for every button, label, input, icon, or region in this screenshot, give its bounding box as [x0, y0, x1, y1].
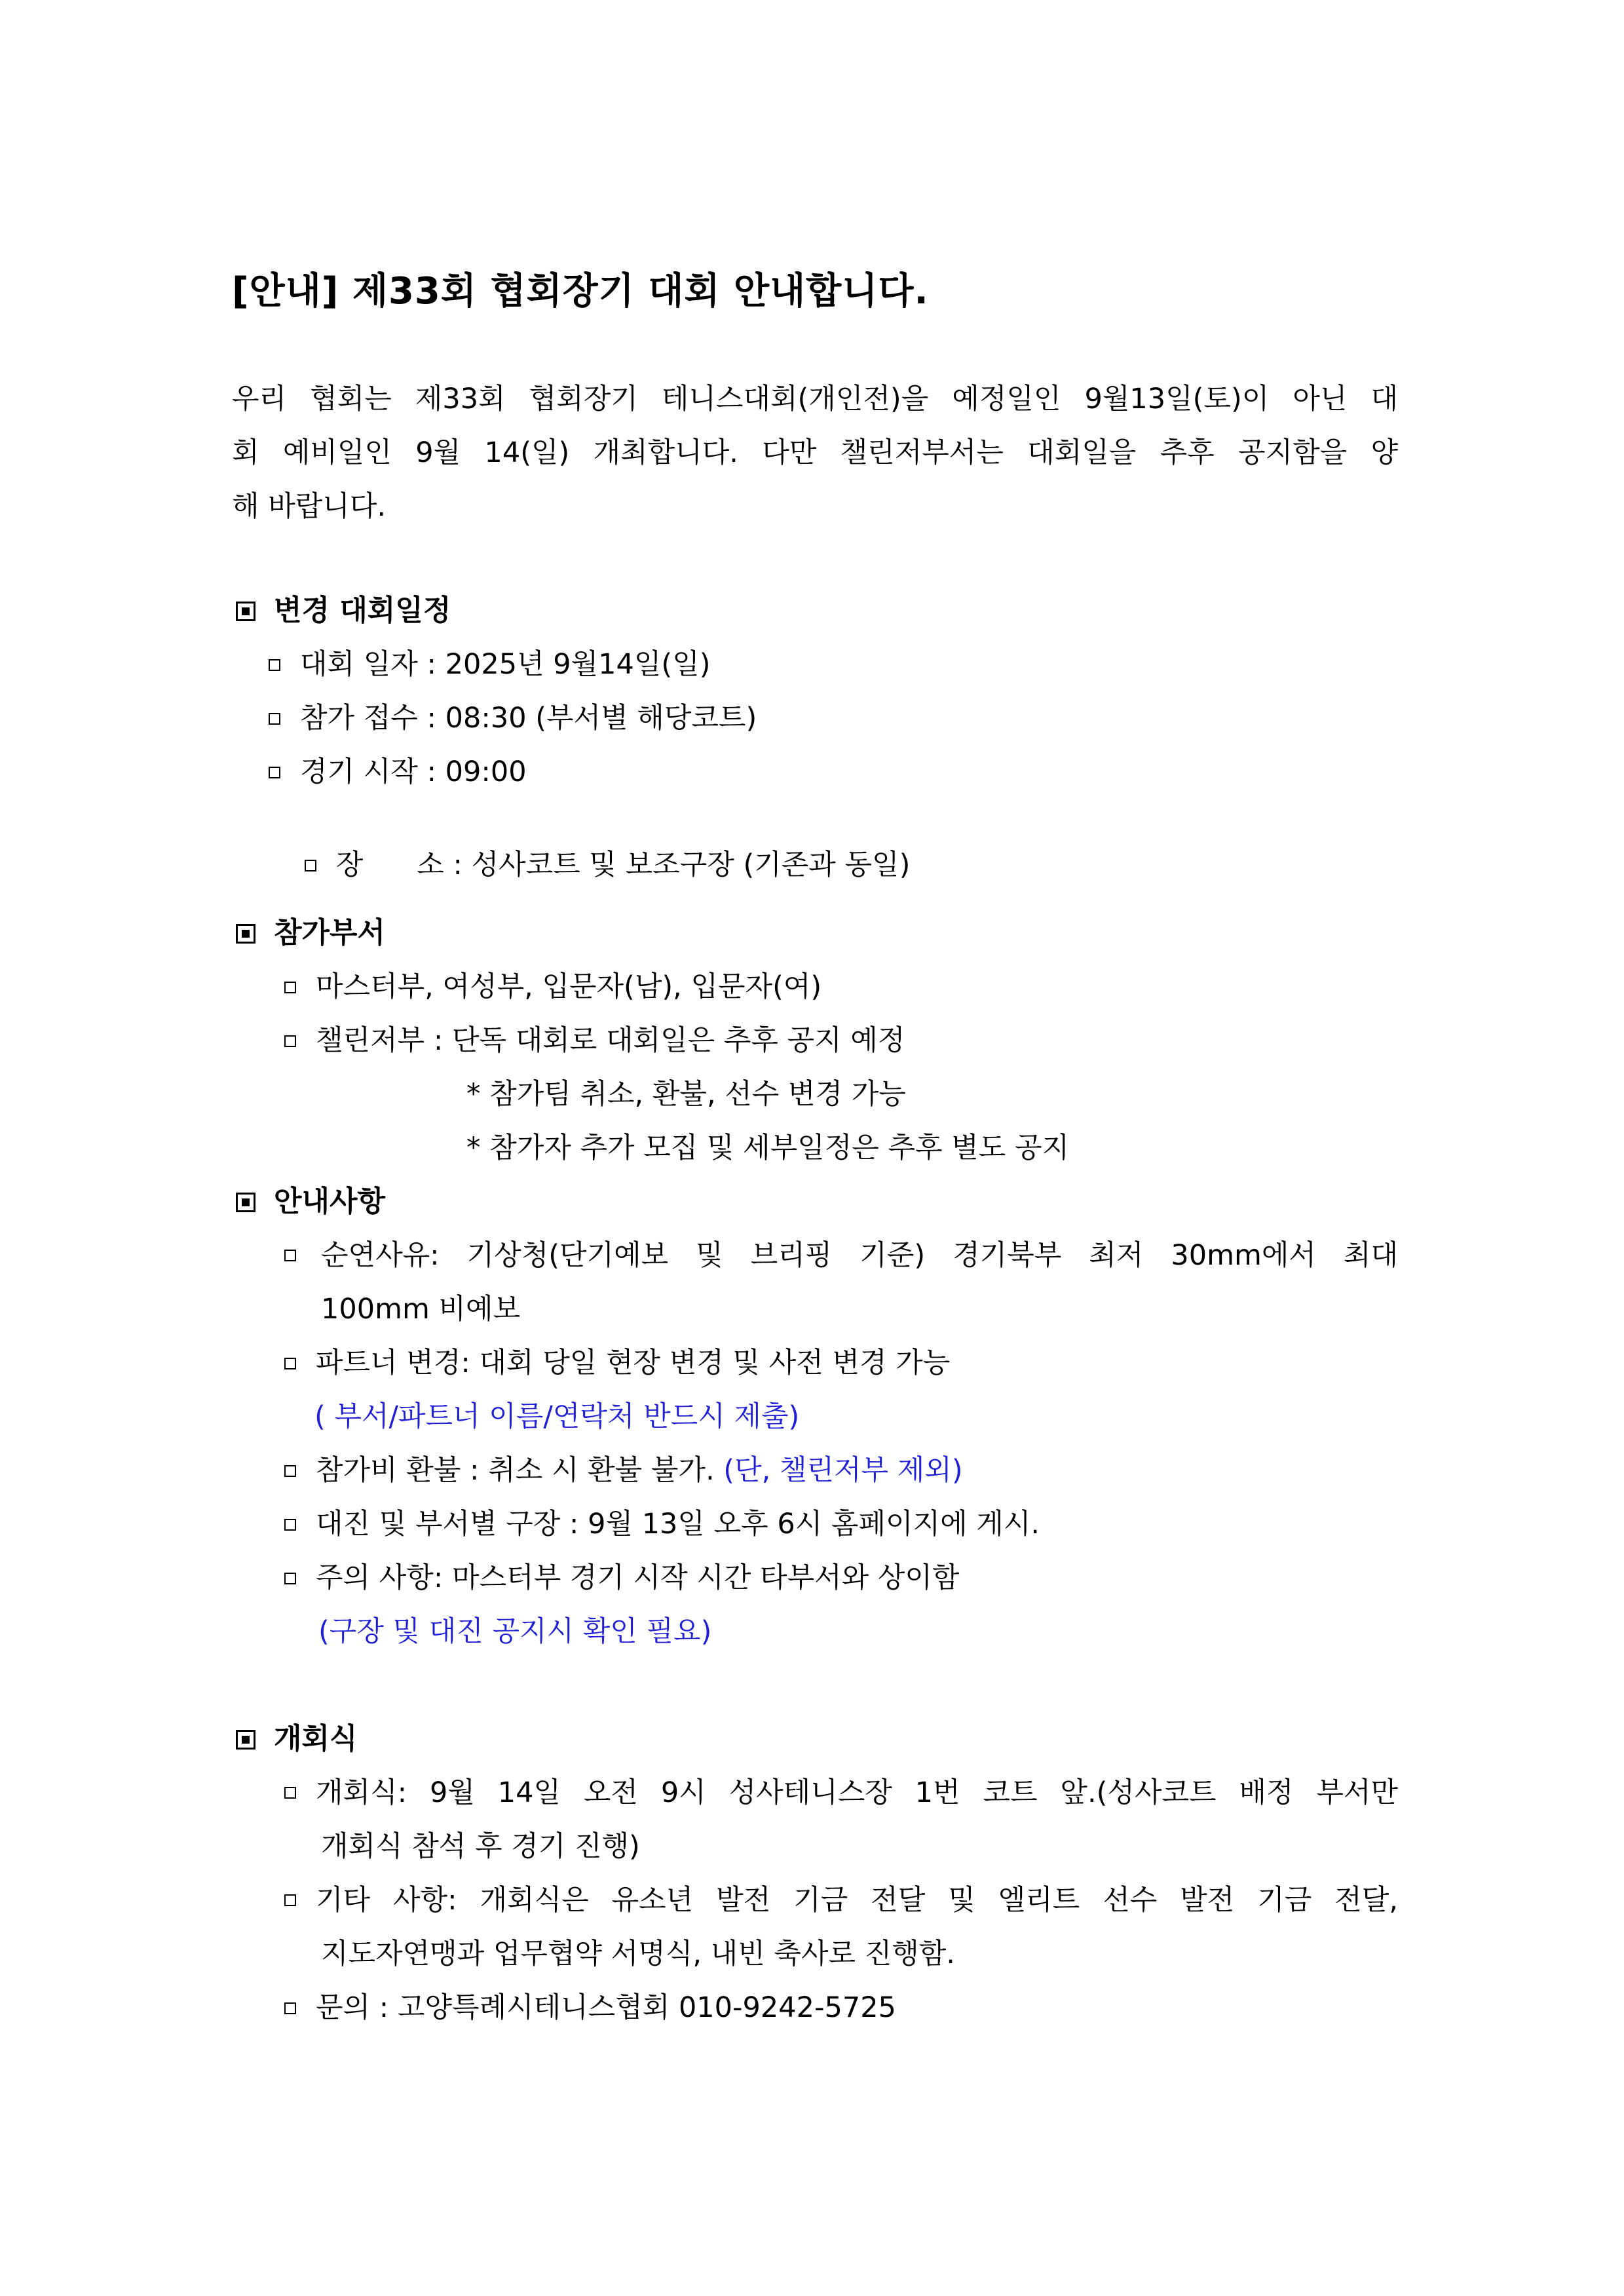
list-item: [269, 806, 910, 924]
bullet-square-icon: [284, 1358, 296, 1369]
section-marker-icon: [236, 602, 255, 621]
list-item-continuation: 100mm 비예보: [321, 1293, 521, 1326]
list-item: [284, 1881, 1398, 1920]
bullet-square-icon: [284, 1573, 296, 1584]
section-heading-label: 개회식: [274, 1722, 358, 1755]
bullet-square-icon: [269, 659, 280, 671]
list-item-text: 챌린저부 : 단독 대회로 대회일은 추후 공지 예정: [316, 1024, 905, 1057]
bullet-square-icon: [269, 713, 280, 725]
list-item-text: 장 소 : 성사코트 및 보조구장 (기존과 동일): [335, 849, 911, 881]
highlight-note: (단, 챌린저부 제외): [723, 1454, 963, 1487]
list-item: [284, 1558, 959, 1598]
intro-line: 회 예비일인 9월 14(일) 개최합니다. 다만 챌린저부서는 대회일을 추후 공지함을 양: [232, 436, 1398, 469]
page-title: [안내] 제33회 협회장기 대회 안내합니다.: [232, 270, 929, 313]
intro-line: 우리 협회는 제33회 협회장기 테니스대회(개인전)을 예정일인 9월13일(토)이 아닌 대: [232, 383, 1398, 415]
list-item-text: 기타 사항: 개회식은 유소년 발전 기금 전달 및 엘리트 선수 발전 기금 전달,: [316, 1884, 1398, 1917]
bullet-square-icon: [284, 1894, 296, 1906]
bullet-square-icon: [269, 767, 280, 778]
bullet-square-icon: [284, 2002, 296, 2014]
section-marker-icon: [236, 1193, 255, 1212]
list-item-text: 파트너 변경: 대회 당일 현장 변경 및 사전 변경 가능: [316, 1347, 951, 1379]
note-line: * 참가자 추가 모집 및 세부일정은 추후 별도 공지: [466, 1132, 1070, 1164]
list-item: [284, 1451, 963, 1490]
section-heading-notices: [236, 1182, 385, 1221]
list-item-text: 참가 접수 : 08:30 (부서별 해당코트): [300, 702, 757, 735]
list-item-continuation: 개회식 참석 후 경기 진행): [321, 1830, 640, 1863]
bullet-square-icon: [284, 1519, 296, 1531]
bullet-square-icon: [284, 1035, 296, 1047]
section-heading-label: 변경 대회일정: [274, 594, 451, 627]
highlight-note: ( 부서/파트너 이름/연락처 반드시 제출): [314, 1400, 800, 1433]
list-item-text: 대진 및 부서별 구장 : 9월 13일 오후 6시 홈페이지에 게시.: [316, 1508, 1040, 1540]
section-heading-divisions: [236, 913, 385, 953]
note-line: * 참가팀 취소, 환불, 선수 변경 가능: [466, 1078, 906, 1111]
list-item-text: 개회식: 9월 14일 오전 9시 성사테니스장 1번 코트 앞.(성사코트 배정 부서만: [316, 1776, 1398, 1809]
list-item-text: 대회 일자 : 2025년 9월14일(일): [300, 648, 711, 681]
bullet-square-icon: [284, 1465, 296, 1477]
list-item-text: 주의 사항: 마스터부 경기 시작 시간 타부서와 상이함: [316, 1561, 960, 1594]
section-marker-icon: [236, 924, 255, 944]
bullet-square-icon: [284, 1787, 296, 1799]
bullet-square-icon: [284, 982, 296, 993]
section-heading-label: 참가부서: [274, 916, 386, 949]
section-marker-icon: [236, 1730, 255, 1750]
bullet-square-icon: [284, 1250, 296, 1261]
highlight-note: (구장 및 대진 공지시 확인 필요): [318, 1615, 712, 1648]
section-heading-schedule: [236, 591, 451, 630]
list-item-text: 마스터부, 여성부, 입문자(남), 입문자(여): [316, 970, 822, 1003]
list-item: [269, 752, 527, 792]
list-item: [284, 1773, 1398, 1812]
list-item: [284, 1343, 950, 1383]
list-item: [284, 1504, 1040, 1544]
list-item-text: 순연사유: 기상청(단기예보 및 브리핑 기준) 경기북부 최저 30mm에서 최대: [321, 1239, 1398, 1272]
bullet-square-icon: [305, 860, 316, 871]
list-item: [284, 1021, 905, 1060]
intro-paragraph: [232, 372, 1398, 533]
list-item: [284, 1236, 1398, 1275]
section-heading-opening-ceremony: [236, 1719, 358, 1759]
list-item-text: 경기 시작 : 09:00: [300, 756, 527, 788]
list-item-text: 참가비 환불 : 취소 시 환불 불가.: [316, 1454, 715, 1487]
list-item-contact: [284, 1988, 896, 2027]
list-item-continuation: 지도자연맹과 업무협약 서명식, 내빈 축사로 진행함.: [321, 1938, 955, 1970]
list-item: [269, 698, 757, 738]
list-item-text: 문의 : 고양특례시테니스협회 010-9242-5725: [316, 1991, 896, 2024]
section-heading-label: 안내사항: [274, 1185, 386, 1218]
intro-line: 해 바랍니다.: [232, 490, 387, 523]
list-item: [284, 967, 821, 1006]
list-item: [269, 645, 711, 684]
